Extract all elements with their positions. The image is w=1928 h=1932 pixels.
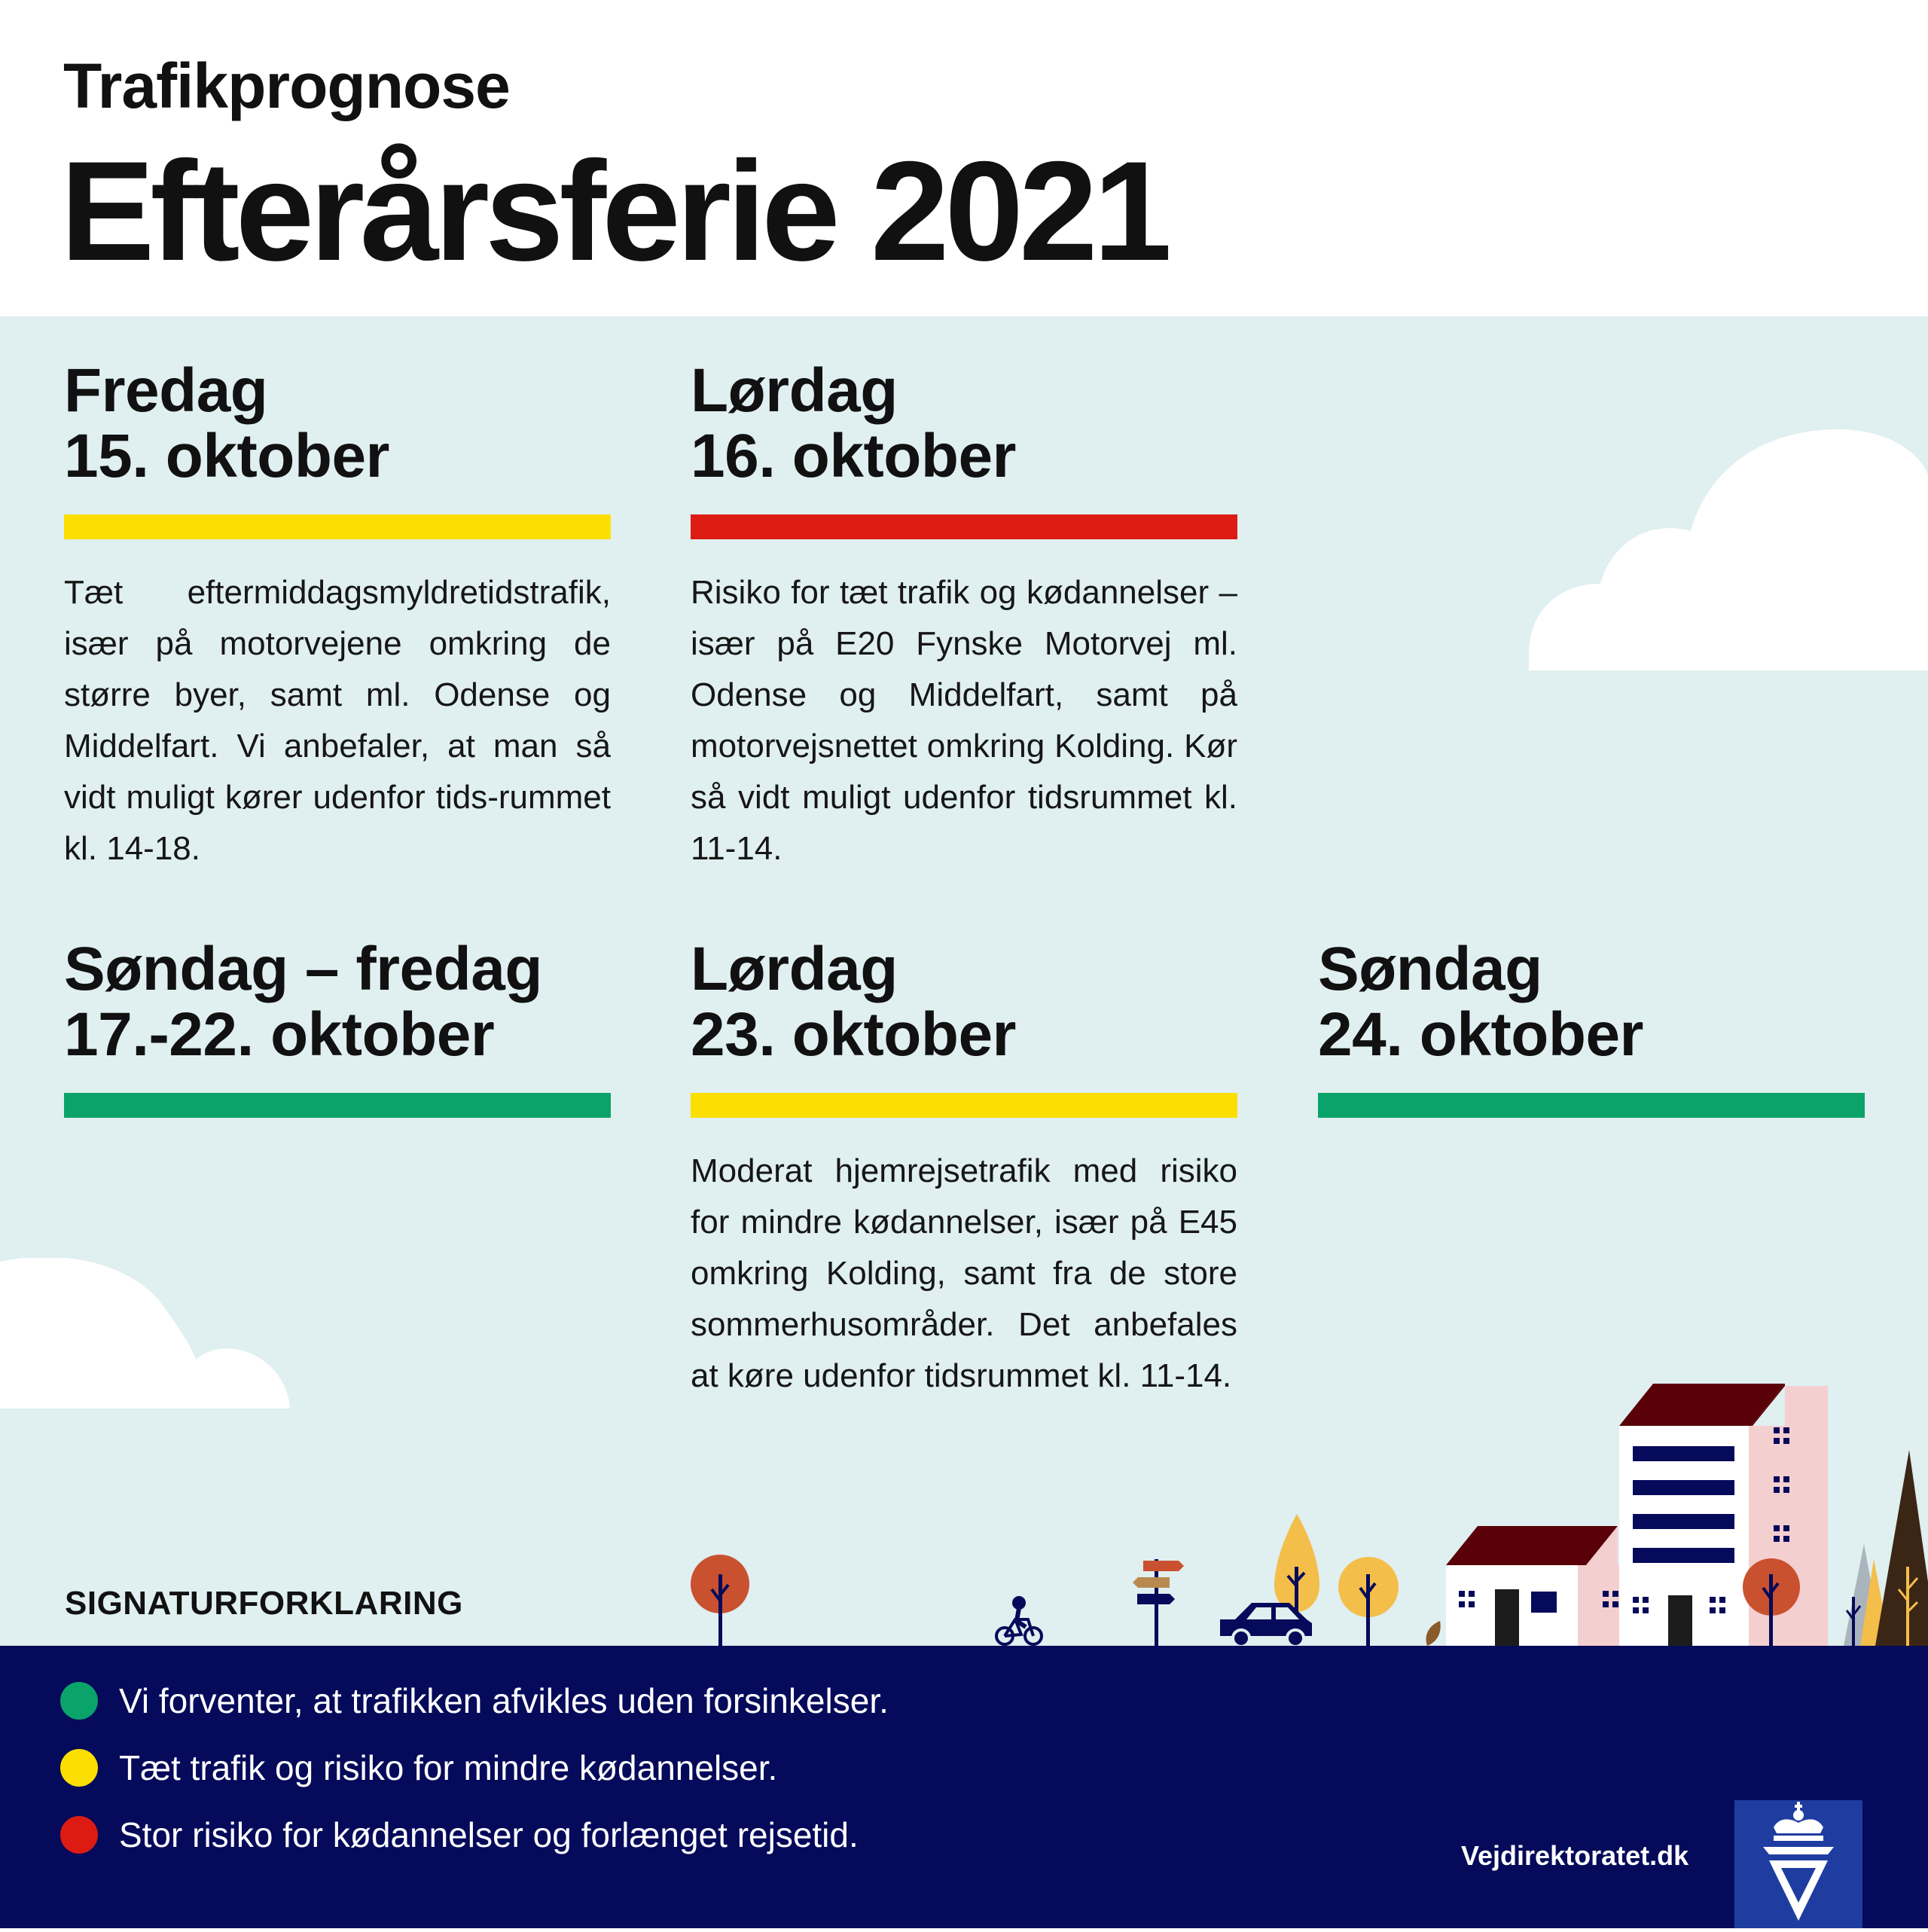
legend-title: SIGNATURFORKLARING (65, 1585, 463, 1622)
cloud-right-icon (1529, 429, 1928, 670)
day-sunday-24 (1318, 936, 1865, 1067)
day-sunday-friday-17-22 (64, 936, 611, 1067)
red-dot-icon (60, 1816, 98, 1854)
green-dot-icon (60, 1682, 98, 1720)
status-bar-green (64, 1093, 611, 1118)
day-name: Søndag (1318, 935, 1542, 1003)
legend-item-green (60, 1678, 889, 1723)
footer-legend (0, 1646, 1928, 1928)
legend-label: Vi forventer, at trafikken afvikles uden forsinkelser. (119, 1681, 889, 1720)
day-name: Søndag – fredag (64, 935, 542, 1003)
legend-item-red (60, 1812, 859, 1857)
day-date: 16. oktober (691, 422, 1016, 490)
website-link[interactable]: Vejdirektoratet.dk (1461, 1840, 1689, 1871)
legend-label: Tæt trafik og risiko for mindre kødannelser. (119, 1748, 778, 1787)
day-date: 15. oktober (64, 422, 389, 490)
status-bar-green (1318, 1093, 1865, 1118)
day-description: Risiko for tæt trafik og kødannelser – især på E20 Fynske Motorvej ml. Odense og Middelfart, samt på motorvejsnettet omkring Kolding. Kør så vidt muligt udenfor tidsrummet kl. 11-14. (691, 574, 1237, 867)
vejdirektoratet-crown-shield-icon (1734, 1800, 1862, 1928)
status-bar-yellow (691, 1093, 1237, 1118)
day-name: Fredag (64, 356, 268, 425)
legend-label: Stor risiko for kødannelser og forlænget rejsetid. (119, 1815, 859, 1854)
day-heading (691, 358, 1237, 489)
day-friday-15 (64, 356, 611, 867)
day-description: Tæt eftermiddagsmyldretidstrafik, især på motorvejene omkring de større byer, samt ml. Odense og Middelfart. Vi anbefaler, at man så vidt muligt kører udenfor tids-rummet kl. 14-18. (64, 574, 611, 867)
legend-item-yellow (60, 1745, 777, 1790)
day-heading (1318, 936, 1865, 1067)
vejdirektoratet-logo (1734, 1800, 1862, 1928)
day-heading (64, 358, 611, 489)
page-kicker: Trafikprognose (63, 50, 510, 121)
day-heading (691, 936, 1237, 1067)
day-date: 23. oktober (691, 1000, 1016, 1069)
day-date: 24. oktober (1318, 1000, 1643, 1069)
day-saturday-23 (691, 935, 1237, 1394)
yellow-dot-icon (60, 1749, 98, 1787)
status-bar-yellow (64, 514, 611, 539)
forecast-panel (0, 316, 1928, 1646)
page-title: Efterårsferie 2021 (60, 132, 1168, 290)
day-saturday-16 (691, 356, 1237, 867)
day-description: Moderat hjemrejsetrafik med risiko for mindre kødannelser, især på E45 omkring Kolding, samt fra de store sommerhusområder. Det anbefales at køre udenfor tidsrummet kl. 11-14. (691, 1152, 1237, 1394)
header (0, 0, 1928, 316)
day-name: Lørdag (691, 356, 898, 425)
cloud-left-icon (0, 1258, 290, 1409)
day-date: 17.-22. oktober (64, 1000, 495, 1069)
status-bar-red (691, 514, 1237, 539)
day-heading (64, 936, 611, 1067)
day-name: Lørdag (691, 935, 898, 1003)
